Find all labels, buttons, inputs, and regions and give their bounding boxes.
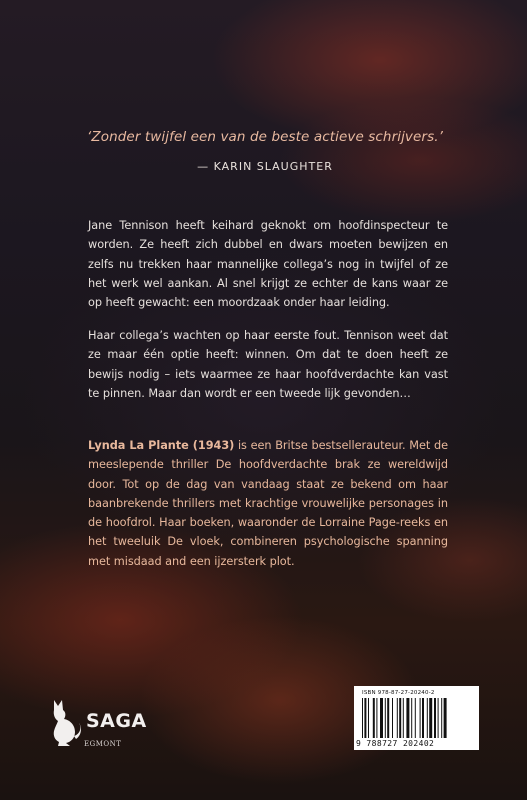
author-name: Lynda La Plante (1943): [88, 439, 235, 452]
author-bio-text: is een Britse bestsellerauteur. Met de meeslepende thriller De hoofdverdachte brak ze wereldwijd door. Tot op de dag van vandaag staat ze bekend om haar baanbrekende thrillers met krachtige vrouwelijke personages in de hoofdrol. Haar boeken, waaronder de Lorraine Page-reeks en het tweeluik De vloek, combineren psychologische spanning met misdaad and een ijzersterk plot.: [88, 439, 448, 568]
barcode-bars: [362, 698, 474, 738]
isbn-label: ISBN 978-87-27-20240-2: [362, 690, 435, 696]
barcode: [354, 686, 479, 750]
cat-icon: [44, 696, 84, 748]
publisher-name: SAGA: [86, 710, 147, 732]
isbn-digits: 9 788727 202402: [356, 739, 435, 748]
blurb-paragraph-1: Jane Tennison heeft keihard geknokt om hoofdinspecteur te worden. Ze heeft zich dubbel en dwars moeten bewijzen en zelfs nu trekken haar mannelijke collega’s nog in twijfel of ze het werk wel aankan. Al snel krijgt ze echter de kans waar ze op heeft gewacht: een moordzaak onder haar leiding.: [88, 219, 448, 310]
review-quote: ‘Zonder twijfel een van de beste actieve schrijvers.’: [87, 129, 443, 145]
publisher-logo: [44, 696, 174, 756]
author-bio: [88, 436, 448, 571]
publisher-subname: EGMONT: [84, 740, 122, 748]
blurb-paragraph-2: Haar collega’s wachten op haar eerste fout. Tennison weet dat ze maar één optie heeft: winnen. Om dat te doen heeft ze bewijs nodig – iets waarmee ze haar hoofdverdachte kan vast te pinnen. Maar dan wordt er een tweede lijk gevonden…: [88, 329, 448, 400]
quote-attribution: — KARIN SLAUGHTER: [197, 160, 333, 173]
